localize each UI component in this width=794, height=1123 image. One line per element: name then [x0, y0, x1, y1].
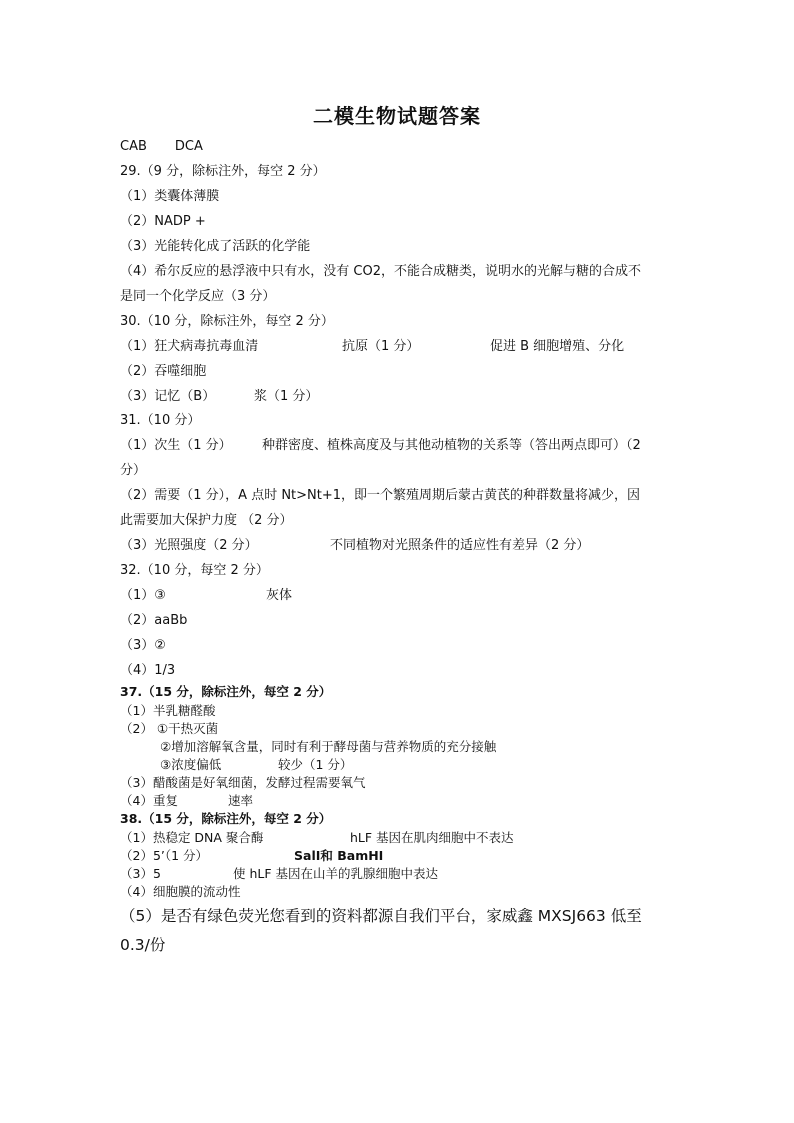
q31-answer-1b: 种群密度、植株高度及与其他动植物的关系等（答出两点即可）（2	[262, 438, 641, 453]
q32-answer-3: （3）②	[120, 638, 166, 653]
q29-answer-1: （1）类囊体薄膜	[120, 189, 220, 204]
q32-answer-1	[120, 587, 293, 605]
q30-answer-3	[120, 388, 319, 406]
q38-answer-2	[120, 847, 384, 865]
q30-answer-1b: 抗原（1 分）	[342, 339, 420, 354]
q30-answer-3b: 浆（1 分）	[254, 389, 319, 404]
q38-answer-5: （5）是否有绿色荧光您看到的资料都源自我们平台，家威鑫 MXSJ663 低至	[120, 907, 642, 925]
q29-header: 29.（9 分，除标注外，每空 2 分）	[120, 164, 326, 179]
q31-answer-1a: （1）次生（1 分）	[120, 438, 232, 453]
q37-header: 37.（15 分，除标注外，每空 2 分）	[120, 684, 332, 699]
q38-answer-2a: （2）5’（1 分）	[120, 848, 209, 863]
q30-answer-3a: （3）记忆（B）	[120, 389, 216, 404]
q38-answer-4: （4）细胞膜的流动性	[120, 884, 241, 899]
q32-answer-1a: （1）③	[120, 588, 166, 603]
q37-answer-2-sub2: ②增加溶解氧含量，同时有利于酵母菌与营养物质的充分接触	[160, 739, 497, 754]
q29-answer-3: （3）光能转化成了活跃的化学能	[120, 239, 311, 254]
q30-answer-2: （2）吞噬细胞	[120, 364, 207, 379]
q38-answer-1a: （1）热稳定 DNA 聚合酶	[120, 830, 264, 845]
q38-answer-5-cont: 0.3/份	[120, 936, 166, 954]
q30-header: 30.（10 分，除标注外，每空 2 分）	[120, 314, 334, 329]
page-title: 二模生物试题答案	[313, 104, 481, 128]
q31-answer-2a: （2）需要（1 分），A 点时 Nt>Nt+1，即一个繁殖周期后蒙古黄芪的种群数量将减少，因	[120, 488, 641, 503]
q31-answer-2b: 此需要加大保护力度 （2 分）	[120, 513, 293, 528]
q31-answer-1	[120, 437, 641, 455]
q37-answer-3: （3）醋酸菌是好氧细菌，发酵过程需要氧气	[120, 775, 366, 790]
q30-answer-1c: 促进 B 细胞增殖、分化	[490, 339, 625, 354]
q29-answer-2: （2）NADP +	[120, 214, 206, 229]
q31-answer-1c: 分）	[120, 463, 147, 478]
q38-answer-2b: SalⅠ和 BamHⅠ	[294, 848, 384, 863]
q38-answer-1	[120, 829, 514, 847]
q37-answer-4b: 速率	[228, 793, 254, 808]
q31-answer-3	[120, 537, 590, 555]
q32-answer-4: （4）1/3	[120, 663, 176, 678]
q31-answer-3b: 不同植物对光照条件的适应性有差异（2 分）	[330, 538, 590, 553]
q37-answer-2: （2） ①干热灭菌	[120, 721, 219, 736]
q30-answer-1a: （1）狂犬病毒抗毒血清	[120, 339, 259, 354]
q31-answer-3a: （3）光照强度（2 分）	[120, 538, 258, 553]
q38-answer-3b: 使 hLF 基因在山羊的乳腺细胞中表达	[233, 866, 439, 881]
q38-answer-1b: hLF 基因在肌肉细胞中不表达	[350, 830, 514, 845]
choice-answers	[120, 138, 203, 156]
q32-header: 32.（10 分，每空 2 分）	[120, 563, 269, 578]
q29-answer-4b: 是同一个化学反应（3 分）	[120, 289, 276, 304]
q37-answer-4a: （4）重复	[120, 793, 178, 808]
q37-answer-1: （1）半乳糖醛酸	[120, 703, 216, 718]
q29-answer-4a: （4）希尔反应的悬浮液中只有水，没有 CO2，不能合成糖类，说明水的光解与糖的合成不	[120, 264, 641, 279]
choice-group-2: DCA	[174, 139, 203, 154]
q31-header: 31.（10 分）	[120, 413, 201, 428]
q37-answer-2-sub3a: ③浓度偏低	[160, 757, 222, 772]
q32-answer-2: （2）aaBb	[120, 613, 188, 628]
q37-answer-2-sub3	[160, 756, 353, 774]
q37-answer-4	[120, 792, 254, 810]
q37-answer-2-sub3b: 较少（1 分）	[278, 757, 353, 772]
choice-group-1: CAB	[120, 139, 147, 154]
q38-answer-3a: （3）5	[120, 866, 161, 881]
q32-answer-1b: 灰体	[266, 588, 293, 603]
q38-answer-3	[120, 865, 439, 883]
q38-header: 38.（15 分，除标注外，每空 2 分）	[120, 811, 332, 826]
q30-answer-1	[120, 338, 625, 356]
